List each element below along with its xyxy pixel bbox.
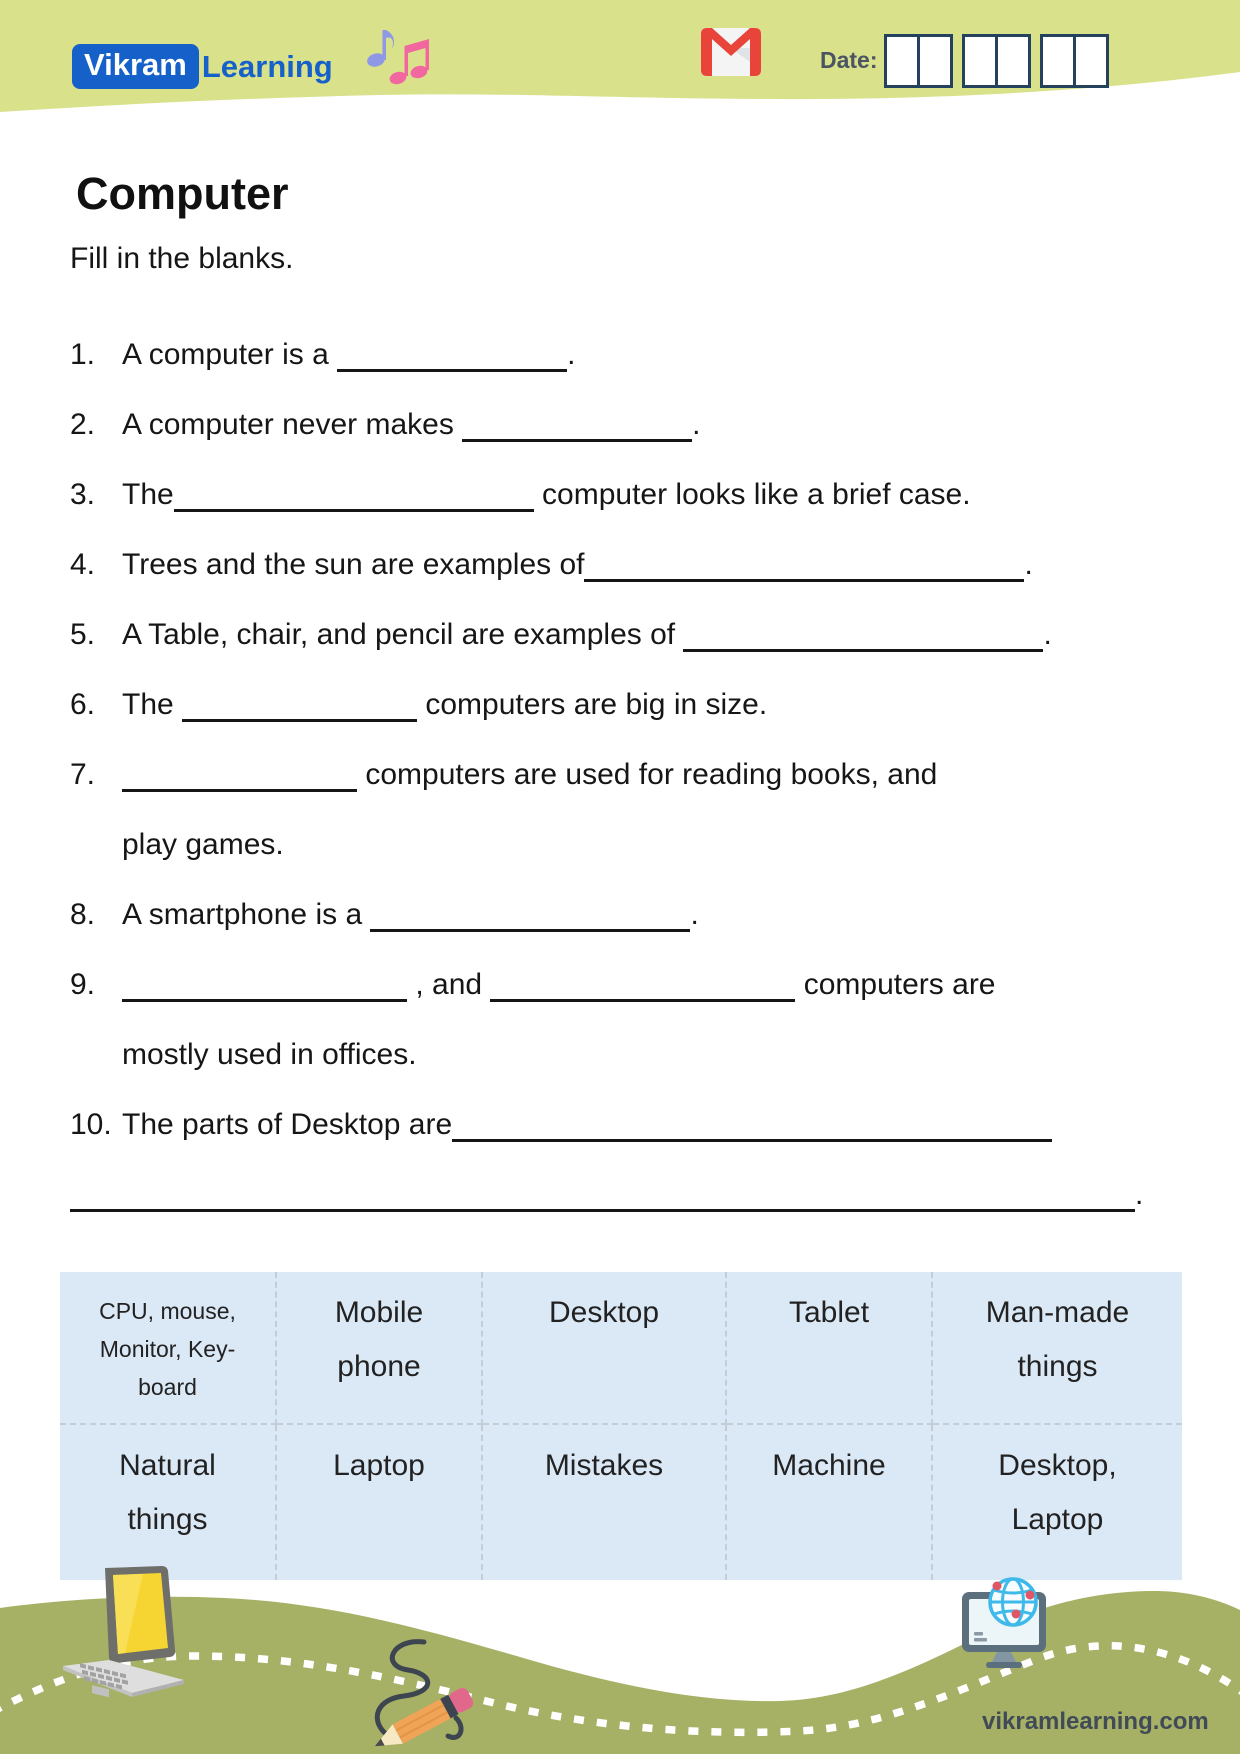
question-5: [70, 600, 1155, 670]
question-text: computers are used for reading books, and play games.: [122, 740, 1155, 880]
word-bank-cell: [277, 1272, 483, 1425]
answer-blank[interactable]: [584, 545, 1024, 582]
question-text: Trees and the sun are examples of .: [122, 530, 1155, 600]
word-bank-cell: [483, 1272, 727, 1425]
word-bank-line: Mistakes: [544, 1449, 664, 1482]
question-text: The computers are big in size.: [122, 670, 1155, 740]
date-box-group: [1040, 34, 1109, 88]
question-text: , and computers are mostly used in offices.: [122, 950, 1155, 1090]
answer-blank[interactable]: [174, 475, 534, 512]
question-number: 10.: [70, 1108, 112, 1141]
word-bank-line: board: [138, 1374, 197, 1400]
question-text: A computer never makes .: [122, 390, 1155, 460]
question-9: [70, 950, 1155, 1090]
question-3: [70, 460, 1155, 530]
date-box[interactable]: [917, 34, 953, 88]
question-10: [70, 1090, 1155, 1160]
question-text: A computer is a .: [122, 320, 1155, 390]
question-number: 8.: [70, 898, 96, 931]
answer-blank[interactable]: [490, 965, 795, 1002]
vikram-learning-logo: [72, 44, 333, 89]
laptop-illustration: [58, 1566, 193, 1698]
word-bank-line: Natural: [119, 1449, 216, 1482]
question-2: [70, 390, 1155, 460]
question-6: [70, 670, 1155, 740]
word-bank-line: Tablet: [788, 1296, 870, 1329]
gmail-icon: [700, 20, 762, 84]
word-bank-cell: [60, 1272, 277, 1425]
word-bank-line: Laptop: [1011, 1503, 1104, 1536]
logo-primary-text: Vikram: [72, 44, 199, 89]
answer-blank[interactable]: [182, 685, 417, 722]
date-box[interactable]: [995, 34, 1031, 88]
word-bank-line: CPU, mouse,: [99, 1298, 236, 1324]
date-box-group: [884, 34, 953, 88]
word-bank-table: [60, 1272, 1182, 1580]
instruction-text: Fill in the blanks.: [70, 242, 294, 275]
question-10-continuation: [70, 1160, 1155, 1230]
question-8: [70, 880, 1155, 950]
question-number: 1.: [70, 338, 96, 371]
question-text: A Table, chair, and pencil are examples of .: [122, 600, 1155, 670]
answer-blank[interactable]: [337, 335, 567, 372]
question-number: 2.: [70, 408, 96, 441]
pencil-illustration: [352, 1638, 487, 1754]
answer-blank[interactable]: [122, 755, 357, 792]
questions-list: [70, 320, 1155, 1230]
logo-secondary-text: Learning: [201, 48, 333, 84]
question-number: 9.: [70, 968, 96, 1001]
word-bank-line: Desktop,: [998, 1449, 1117, 1482]
answer-blank[interactable]: [462, 405, 692, 442]
question-number: 3.: [70, 478, 96, 511]
question-number: 6.: [70, 688, 96, 721]
website-url: vikramlearning.com: [982, 1708, 1209, 1735]
word-bank-line: Monitor, Key-: [99, 1336, 236, 1362]
date-box[interactable]: [884, 34, 920, 88]
date-box[interactable]: [1040, 34, 1076, 88]
date-boxes: [884, 34, 1109, 88]
date-box-group: [962, 34, 1031, 88]
question-number: 5.: [70, 618, 96, 651]
page-title: Computer: [76, 168, 289, 219]
date-box[interactable]: [962, 34, 998, 88]
word-bank-line: things: [1017, 1350, 1098, 1383]
answer-blank[interactable]: [70, 1175, 1135, 1212]
question-text: .: [70, 1160, 1155, 1230]
date-box[interactable]: [1073, 34, 1109, 88]
word-bank-line: Mobile: [334, 1296, 424, 1329]
monitor-globe-icon: [956, 1576, 1052, 1672]
word-bank-line: Man-made: [985, 1296, 1130, 1329]
word-bank-line: things: [127, 1503, 208, 1536]
answer-blank[interactable]: [370, 895, 690, 932]
answer-blank[interactable]: [452, 1105, 1052, 1142]
word-bank-cell: [933, 1272, 1182, 1425]
answer-blank[interactable]: [122, 965, 407, 1002]
date-label: Date:: [820, 47, 878, 73]
question-text: The computer looks like a brief case.: [122, 460, 1155, 530]
music-notes-icon: [362, 16, 432, 86]
question-1: [70, 320, 1155, 390]
word-bank-cell: [727, 1272, 933, 1425]
question-7: [70, 740, 1155, 880]
word-bank-line: Machine: [772, 1449, 886, 1482]
question-text: The parts of Desktop are: [122, 1090, 1155, 1160]
word-bank-line: Desktop: [548, 1296, 660, 1329]
question-number: 7.: [70, 758, 96, 791]
word-bank-line: phone: [337, 1350, 421, 1383]
question-4: [70, 530, 1155, 600]
answer-blank[interactable]: [683, 615, 1043, 652]
question-number: 4.: [70, 548, 96, 581]
question-text: A smartphone is a .: [122, 880, 1155, 950]
word-bank-line: Laptop: [333, 1449, 425, 1482]
